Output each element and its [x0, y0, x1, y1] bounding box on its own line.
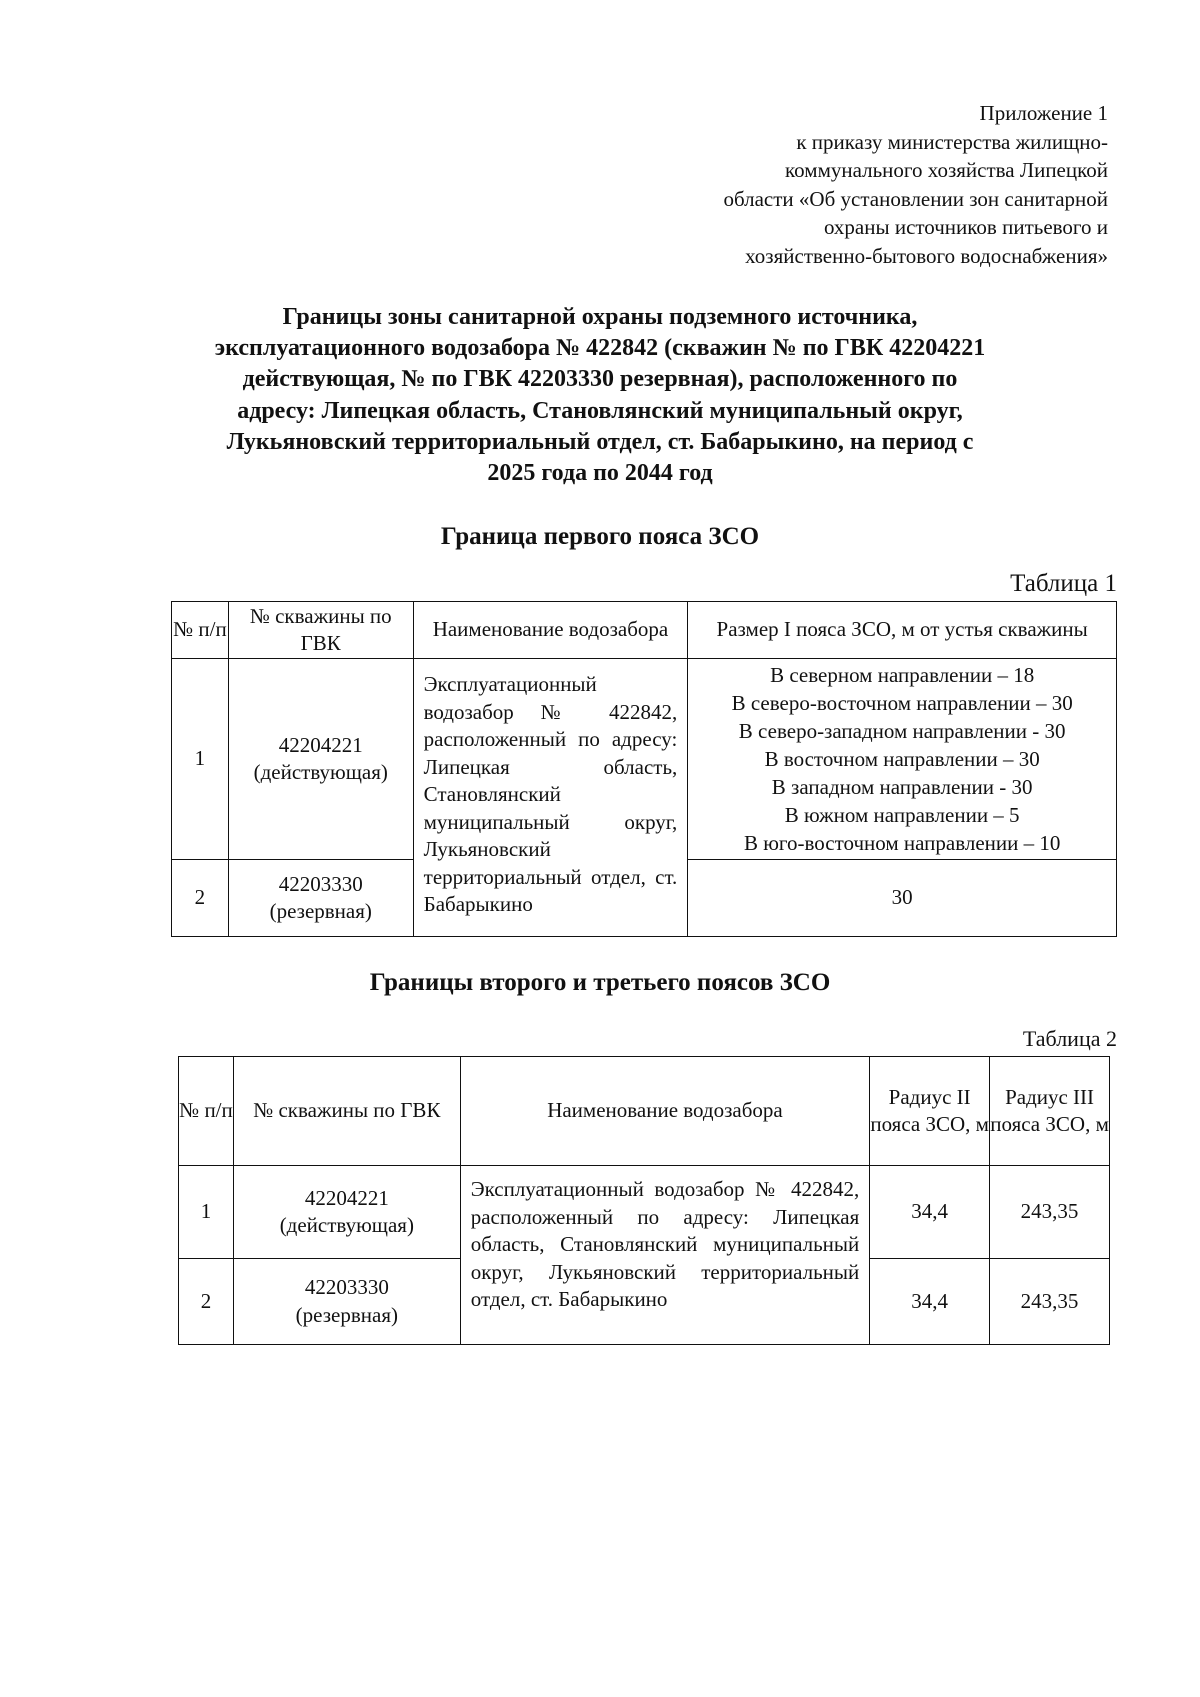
- title-line: адресу: Липецкая область, Становлянский муниципальный округ,: [237, 397, 963, 424]
- table1-label: Таблица 1: [1010, 570, 1117, 597]
- header-name: Наименование водозабора: [460, 1057, 870, 1166]
- header-well: № скважины по ГВК: [228, 602, 413, 659]
- well-status: (действующая): [253, 760, 388, 784]
- table-zone1: [171, 601, 1117, 937]
- row-num: 1: [172, 659, 229, 860]
- table-zone2-3: [178, 1056, 1110, 1345]
- header-name: Наименование водозабора: [413, 602, 688, 659]
- direction-line: В юго-восточном направлении – 10: [743, 831, 1061, 855]
- radius3-value: 243,35: [990, 1259, 1110, 1345]
- zone1-directions: [688, 659, 1117, 860]
- title-line: Лукьяновский территориальный отдел, ст. Бабарыкино, на период с: [226, 428, 974, 455]
- section1-heading: Граница первого пояса ЗСО: [440, 523, 760, 550]
- appendix-note: [723, 99, 1108, 270]
- header-radius2: Радиус II пояса ЗСО, м: [870, 1057, 990, 1166]
- well-id: 42204221: [304, 1185, 389, 1210]
- appendix-line: области «Об установлении зон санитарной: [723, 186, 1108, 211]
- appendix-line: Приложение 1: [979, 101, 1108, 125]
- direction-line: В восточном направлении – 30: [764, 747, 1040, 771]
- direction-line: В северо-восточном направлении – 30: [731, 691, 1073, 715]
- table-row: [179, 1166, 1110, 1259]
- header-radius3: Радиус III пояса ЗСО, м: [990, 1057, 1110, 1166]
- table2-label: Таблица 2: [1022, 1026, 1117, 1051]
- title-line: Границы зоны санитарной охраны подземного источника,: [282, 304, 918, 330]
- table-header-row: [172, 602, 1117, 659]
- well-id: 42204221: [278, 732, 363, 757]
- well-cell: [233, 1166, 460, 1259]
- header-num: № п/п: [172, 602, 229, 659]
- water-intake-name: Эксплуатационный водозабор № 422842, расположенный по адресу: Липецкая область, Становлянский муниципальный округ, Лукьяновский территориальный отдел, ст. Бабарыкино: [460, 1166, 870, 1345]
- title-line: эксплуатационного водозабора № 422842 (скважин № по ГВК 42204221: [214, 335, 986, 362]
- title-line: 2025 года по 2044 год: [487, 460, 713, 487]
- table-header-row: [179, 1057, 1110, 1166]
- well-status: (действующая): [279, 1213, 414, 1237]
- title-line: действующая, № по ГВК 42203330 резервная), расположенного по: [242, 366, 958, 393]
- well-status: (резервная): [295, 1302, 398, 1327]
- header-num: № п/п: [179, 1057, 234, 1166]
- document-title: [130, 302, 1070, 489]
- appendix-line: охраны источников питьевого и: [823, 215, 1108, 239]
- radius2-value: 34,4: [870, 1259, 990, 1345]
- well-cell: [233, 1259, 460, 1345]
- table-row: [172, 659, 1117, 860]
- well-id: 42203330: [304, 1275, 389, 1299]
- header-well: № скважины по ГВК: [233, 1057, 460, 1166]
- direction-line: В западном направлении - 30: [771, 775, 1033, 799]
- well-id: 42203330: [278, 871, 363, 896]
- well-cell: [228, 860, 413, 937]
- row-num: 2: [172, 860, 229, 937]
- appendix-line: коммунального хозяйства Липецкой: [785, 158, 1108, 182]
- radius2-value: 34,4: [870, 1166, 990, 1259]
- direction-line: В южном направлении – 5: [784, 803, 1020, 827]
- water-intake-name: Эксплуатационный водозабор № 422842, расположенный по адресу: Липецкая область, Становлянский муниципальный округ, Лукьяновский территориальный отдел, ст. Бабарыкино: [413, 659, 688, 937]
- row-num: 2: [179, 1259, 234, 1345]
- well-status: (резервная): [269, 899, 372, 923]
- well-cell: [228, 659, 413, 860]
- zone1-size: 30: [688, 860, 1117, 937]
- direction-line: В северо-западном направлении - 30: [738, 719, 1066, 743]
- radius3-value: 243,35: [990, 1166, 1110, 1259]
- appendix-line: хозяйственно-бытового водоснабжения»: [745, 243, 1108, 268]
- appendix-line: к приказу министерства жилищно-: [796, 129, 1108, 154]
- header-size: Размер I пояса ЗСО, м от устья скважины: [688, 602, 1117, 659]
- section2-heading: Границы второго и третьего поясов ЗСО: [369, 969, 831, 996]
- direction-line: В северном направлении – 18: [770, 663, 1035, 687]
- row-num: 1: [179, 1166, 234, 1259]
